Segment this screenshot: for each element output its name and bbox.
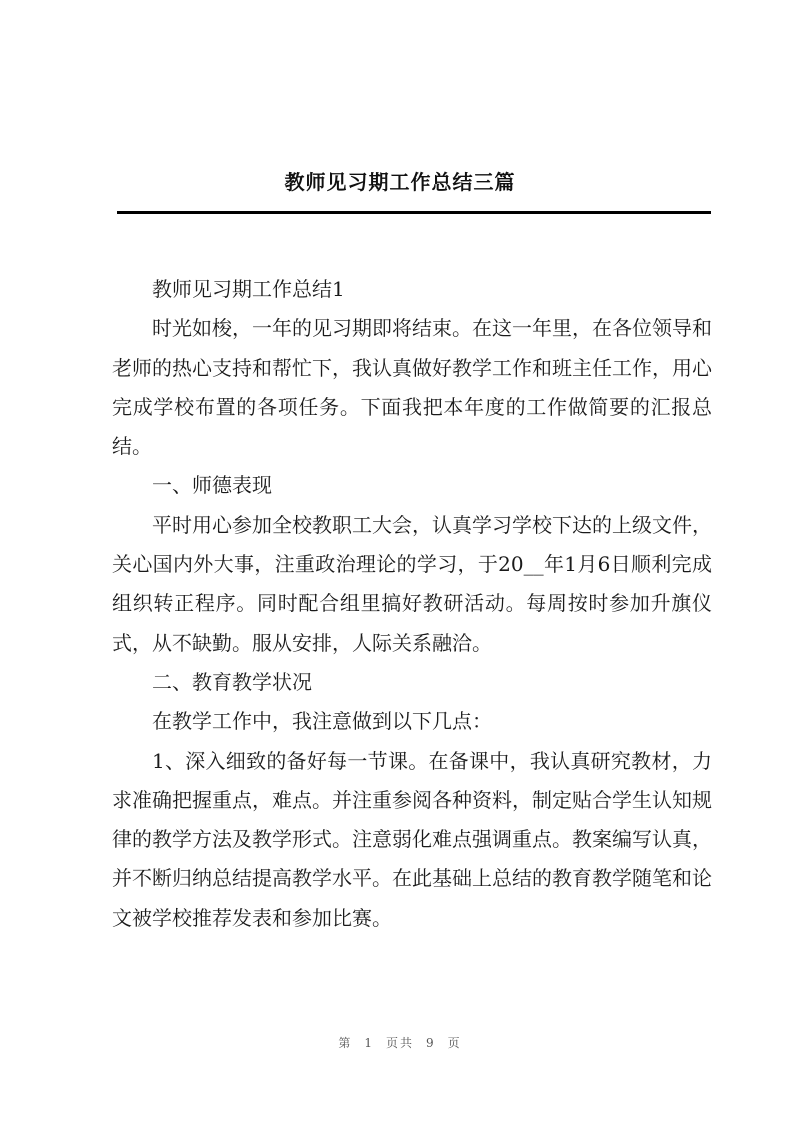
document-body bbox=[112, 270, 712, 938]
document-title: 教师见习期工作总结三篇 bbox=[284, 170, 516, 194]
footer-page-current: 1 bbox=[364, 1036, 374, 1050]
paragraph-intro: 时光如梭，一年的见习期即将结束。在这一年里，在各位领导和老师的热心支持和帮忙下，我认真做好教学工作和班主任工作，用心完成学校布置的各项任务。下面我把本年度的工作做简要的汇报总结。 bbox=[112, 316, 712, 459]
title-underline bbox=[117, 211, 711, 214]
section-heading: 二、教育教学状况 bbox=[152, 669, 312, 694]
section-heading: 教师见习期工作总结1 bbox=[152, 277, 345, 301]
footer-page-total: 9 bbox=[426, 1036, 436, 1050]
footer-page-prefix: 第 bbox=[338, 1036, 353, 1050]
page-footer bbox=[0, 1034, 800, 1051]
section-heading: 一、师德表现 bbox=[152, 473, 272, 498]
footer-page-suffix: 页 bbox=[447, 1036, 462, 1050]
paragraph-lesson-prep: 1、深入细致的备好每一节课。在备课中，我认真研究教材，力求准确把握重点，难点。并注重参阅各种资料，制定贴合学生认知规律的教学方法及教学形式。注意弱化难点强调重点。教案编写认真，并不断归纳总结提高教学水平。在此基础上总结的教育教学随笔和论文被学校推荐发表和参加比赛。 bbox=[112, 748, 712, 930]
paragraph-teaching-intro: 在教学工作中，我注意做到以下几点： bbox=[152, 709, 492, 734]
paragraph-ethics: 平时用心参加全校教职工大会，认真学习学校下达的上级文件，关心国内外大事，注重政治理论的学习，于20__年1月6日顺利完成组织转正程序。同时配合组里搞好教研活动。每周按时参加升旗仪式，从不缺勤。服从安排，人际关系融洽。 bbox=[112, 512, 712, 655]
footer-page-middle: 页共 bbox=[385, 1036, 414, 1050]
